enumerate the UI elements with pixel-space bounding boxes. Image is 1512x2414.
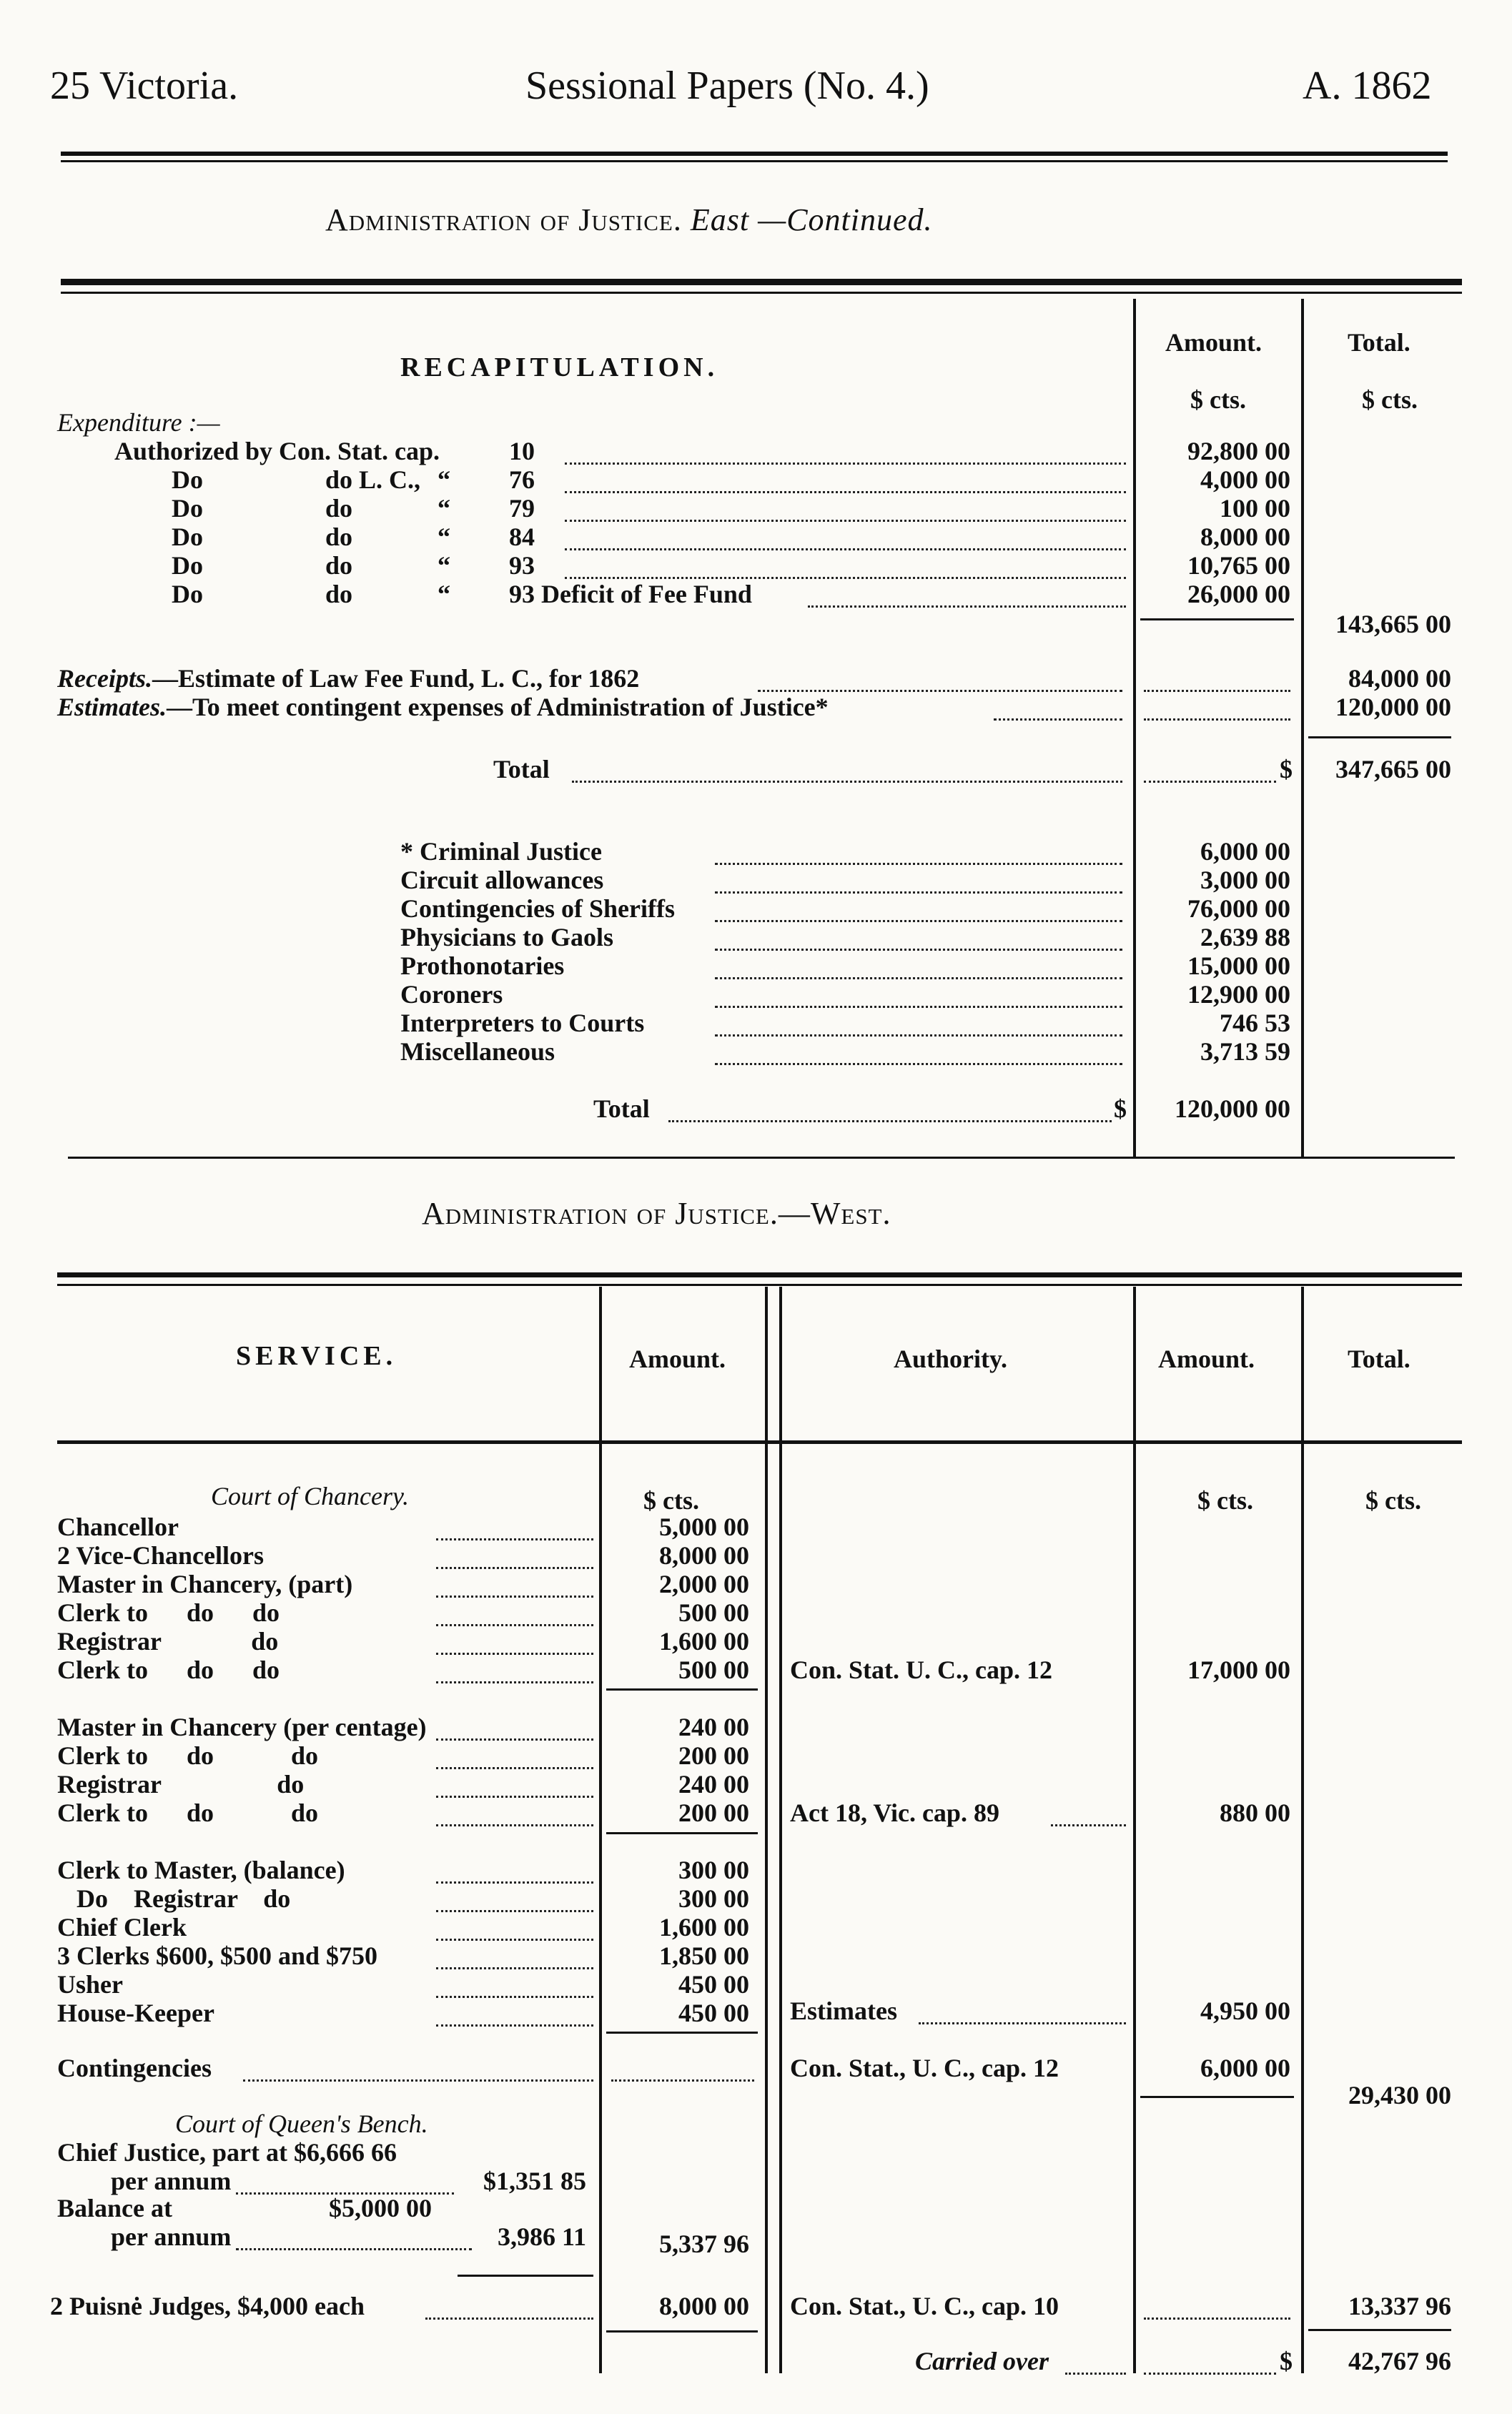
recap-label: RECAPITULATION. [400,352,719,382]
puisne-label: 2 Puisnė Judges, $4,000 each [50,2292,365,2320]
detail-row-amount: 3,000 00 [1200,866,1290,894]
detail-row-amount: 15,000 00 [1187,951,1290,980]
west-row-label: 2 Vice-Chancellors [57,1541,264,1570]
exp-row-a: Do [172,494,203,523]
leader [565,548,1126,550]
leader [436,1738,593,1741]
exp-row-b: do [325,494,353,523]
leader [436,1538,593,1540]
contingencies-amount: 6,000 00 [1200,2054,1290,2082]
exp-row-a: Authorized by Con. Stat. cap. [114,437,440,465]
exp-row-c: “ [438,580,450,608]
exp-row-a: Do [172,523,203,551]
leader [436,1967,593,1969]
leader [919,2022,1126,2024]
west-row-amount: 8,000 00 [659,1541,749,1570]
header-center: Sessional Papers (No. 4.) [525,64,929,108]
leader [436,1881,593,1884]
exp-row-a: Do [172,580,203,608]
grand-total-label: Total [493,755,550,783]
leader [425,2317,593,2320]
west-row-label: Clerk to do do [57,1598,280,1627]
grand-total-value: 347,665 00 [1335,755,1451,783]
west-amount-header: Amount. [629,1345,726,1373]
east-amount-header: Amount. [1165,328,1263,357]
header-left: 25 Victoria. [50,64,239,108]
exp-row-a: Do [172,551,203,580]
estimates-text: —To meet contingent expenses of Administration of Justice* [167,693,829,721]
cj-line2-amt: $1,351 85 [483,2167,586,2195]
exp-row-b: do [325,551,353,580]
east-total-unit: $ cts. [1362,385,1418,414]
west-header-rule [57,1440,1462,1444]
cj-total: 5,337 96 [659,2230,749,2258]
west-row-amount: 1,600 00 [659,1627,749,1656]
exp-row-amount: 10,765 00 [1187,551,1290,580]
detail-total-value: 120,000 00 [1175,1094,1290,1123]
detail-row-label: Circuit allowances [400,866,604,894]
detail-row-label: Interpreters to Courts [400,1009,645,1037]
detail-row-label: Prothonotaries [400,951,565,980]
west-row-label: Usher [57,1970,123,1999]
west-row-label: Chief Clerk [57,1913,187,1941]
leader [808,605,1126,608]
east-top-rule [61,279,1462,285]
west-row-amount: 2,000 00 [659,1570,749,1598]
header-rule [61,152,1448,156]
qb-total: 13,337 96 [1348,2292,1451,2320]
west-col-line-1 [599,1287,602,2373]
west-unit-2: $ cts. [1197,1486,1253,1515]
west-row-label: Registrar do [57,1770,305,1799]
leader [715,891,1122,894]
west-authority-header: Authority. [894,1345,1008,1373]
leader [1144,781,1276,783]
west-row-label: Do Registrar do [57,1884,291,1913]
west-row-amount: 1,600 00 [659,1913,749,1941]
west-col-line-5 [1301,1287,1304,2373]
detail-total-dollar: $ [1114,1094,1127,1123]
group1-rule [606,1688,758,1691]
leader [715,977,1122,979]
cj-line3-amt: $5,000 00 [329,2194,432,2222]
leader [436,1767,593,1769]
west-row-label: Master in Chancery (per centage) [57,1713,427,1741]
leader [565,491,1126,493]
group2-authority: Act 18, Vic. cap. 89 [790,1799,999,1827]
leader [572,781,1122,783]
west-row-amount: 5,000 00 [659,1513,749,1541]
estimates-label: Estimates. [57,693,167,721]
leader [715,1063,1122,1065]
leader [715,1006,1122,1008]
west-row-amount: 1,850 00 [659,1941,749,1970]
west-total-header: Total. [1348,1345,1410,1373]
exp-row-c: “ [438,494,450,523]
group3-amount: 4,950 00 [1200,1997,1290,2025]
west-row-label: Master in Chancery, (part) [57,1570,353,1598]
grand-sum-rule [1308,736,1451,738]
east-top-rule-thin [61,292,1462,294]
cj-line4-amt: 3,986 11 [497,2222,586,2251]
leader [565,462,1126,465]
grand-total-dollar: $ [1280,755,1293,783]
group3-rule [606,2032,758,2034]
cj-line1: Chief Justice, part at $6,666 66 [57,2138,397,2167]
qb-heading: Court of Queen's Bench. [175,2109,428,2138]
leader [436,1939,593,1941]
exp-sum-rule [1140,618,1294,620]
leader [436,1624,593,1626]
cj-line4: per annum [111,2222,232,2251]
exp-row-amount: 92,800 00 [1187,437,1290,465]
leader [436,1910,593,1912]
exp-row-d: 79 [509,494,535,523]
exp-row-c: “ [438,523,450,551]
detail-row-amount: 12,900 00 [1187,980,1290,1009]
west-top-rule-thin [57,1284,1462,1286]
leader [1144,2317,1290,2320]
leader [715,920,1122,922]
header-rule-thin [61,160,1448,162]
chancery-heading: Court of Chancery. [211,1482,409,1510]
east-bottom-rule [68,1157,1455,1159]
west-row-amount: 500 00 [678,1598,749,1627]
west-service-header: SERVICE. [236,1341,397,1371]
west-row-label: Registrar do [57,1627,279,1656]
receipts-label: Receipts. [57,664,152,693]
group2-amount: 880 00 [1220,1799,1290,1827]
detail-row-amount: 746 53 [1220,1009,1290,1037]
group3-authority: Estimates [790,1997,897,2025]
exp-row-c: “ [438,551,450,580]
west-row-amount: 200 00 [678,1741,749,1770]
detail-row-amount: 3,713 59 [1200,1037,1290,1066]
leader [436,1681,593,1683]
detail-row-label: Coroners [400,980,503,1009]
carried-over-dollar: $ [1280,2347,1293,2375]
detail-row-amount: 2,639 88 [1200,923,1290,951]
leader [1144,718,1290,721]
west-col-line-2 [765,1287,768,2373]
expenditure-label: Expenditure :— [57,408,220,437]
cj-rule [458,2275,593,2277]
exp-row-amount: 26,000 00 [1187,580,1290,608]
east-title-main: Administration of Justice. [325,202,682,237]
west-row-label: Clerk to do do [57,1741,319,1770]
exp-row-d: 76 [509,465,535,494]
west-row-label: Clerk to Master, (balance) [57,1856,345,1884]
east-col-line-1 [1133,299,1136,1157]
detail-row-label: Contingencies of Sheriffs [400,894,675,923]
header-right: A. 1862 [1303,64,1432,108]
west-row-amount: 500 00 [678,1656,749,1684]
receipts-total: 84,000 00 [1348,664,1451,693]
leader [436,1653,593,1655]
cj-line3: Balance at [57,2194,172,2222]
west-row-label: Chancellor [57,1513,179,1541]
puisne-rule [606,2330,758,2333]
exp-row-b: do [325,523,353,551]
detail-row-amount: 6,000 00 [1200,837,1290,866]
exp-row-amount: 100 00 [1220,494,1290,523]
detail-row-label: * Criminal Justice [400,837,602,866]
west-row-label: 3 Clerks $600, $500 and $750 [57,1941,378,1970]
exp-row-c: “ [438,465,450,494]
group1-authority: Con. Stat. U. C., cap. 12 [790,1656,1053,1684]
carried-over-label: Carried over [915,2347,1049,2375]
exp-row-d: 84 [509,523,535,551]
west-row-label: House-Keeper [57,1999,214,2027]
west-row-label: Clerk to do do [57,1656,280,1684]
detail-row-label: Miscellaneous [400,1037,555,1066]
exp-row-amount: 4,000 00 [1200,465,1290,494]
chancery-sum-rule [1140,2096,1294,2098]
exp-row-d: 93 [509,551,535,580]
east-total-header: Total. [1348,328,1410,357]
east-amount-unit: $ cts. [1190,385,1246,414]
exp-total: 143,665 00 [1335,610,1451,638]
west-unit-3: $ cts. [1365,1486,1421,1515]
leader [565,520,1126,522]
leader [436,2024,593,2027]
qb-sum-rule [1308,2329,1451,2331]
west-title: Administration of Justice.—West. [422,1196,891,1231]
leader [436,1824,593,1826]
west-row-amount: 300 00 [678,1884,749,1913]
chancery-total: 29,430 00 [1348,2081,1451,2109]
leader [436,1596,593,1598]
detail-row-amount: 76,000 00 [1187,894,1290,923]
west-row-amount: 450 00 [678,1999,749,2027]
west-row-amount: 240 00 [678,1770,749,1799]
estimates-line [57,692,829,722]
group1-amount: 17,000 00 [1187,1656,1290,1684]
west-row-amount: 240 00 [678,1713,749,1741]
group2-rule [606,1832,758,1834]
leader [715,949,1122,951]
west-unit-1: $ cts. [643,1486,699,1515]
receipts-line [57,663,639,693]
leader [436,1567,593,1569]
exp-row-d: 93 Deficit of Fee Fund [509,580,752,608]
leader [236,2248,472,2250]
contingencies-authority: Con. Stat., U. C., cap. 12 [790,2054,1059,2082]
exp-row-d: 10 [509,437,535,465]
west-amount2-header: Amount. [1158,1345,1255,1373]
puisne-amount: 8,000 00 [659,2292,749,2320]
exp-row-b: do [325,580,353,608]
exp-row-a: Do [172,465,203,494]
exp-row-amount: 8,000 00 [1200,523,1290,551]
leader [668,1120,1112,1122]
east-title [325,202,933,238]
detail-row-label: Physicians to Gaols [400,923,614,951]
puisne-authority: Con. Stat., U. C., cap. 10 [790,2292,1059,2320]
leader [436,1996,593,1998]
leader [715,1034,1122,1037]
leader [1144,690,1290,692]
leader [994,718,1122,721]
detail-total-label: Total [593,1094,650,1123]
leader [243,2079,593,2082]
contingencies-label: Contingencies [57,2054,212,2082]
west-row-amount: 200 00 [678,1799,749,1827]
leader [1051,1824,1126,1826]
leader [436,1796,593,1798]
east-col-line-2 [1301,299,1304,1157]
east-title-italic: East —Continued. [690,202,933,237]
west-col-line-4 [1133,1287,1136,2373]
estimates-total: 120,000 00 [1335,693,1451,721]
west-row-amount: 450 00 [678,1970,749,1999]
leader [715,863,1122,865]
leader [1065,2373,1126,2375]
west-row-amount: 300 00 [678,1856,749,1884]
leader [1144,2373,1276,2375]
carried-over-total: 42,767 96 [1348,2347,1451,2375]
exp-row-b: do L. C., [325,465,421,494]
west-col-line-3 [779,1287,782,2373]
west-top-rule [57,1272,1462,1277]
leader [611,2079,754,2082]
cj-line2: per annum [111,2167,232,2195]
receipts-text: —Estimate of Law Fee Fund, L. C., for 1862 [152,664,640,693]
west-row-label: Clerk to do do [57,1799,319,1827]
